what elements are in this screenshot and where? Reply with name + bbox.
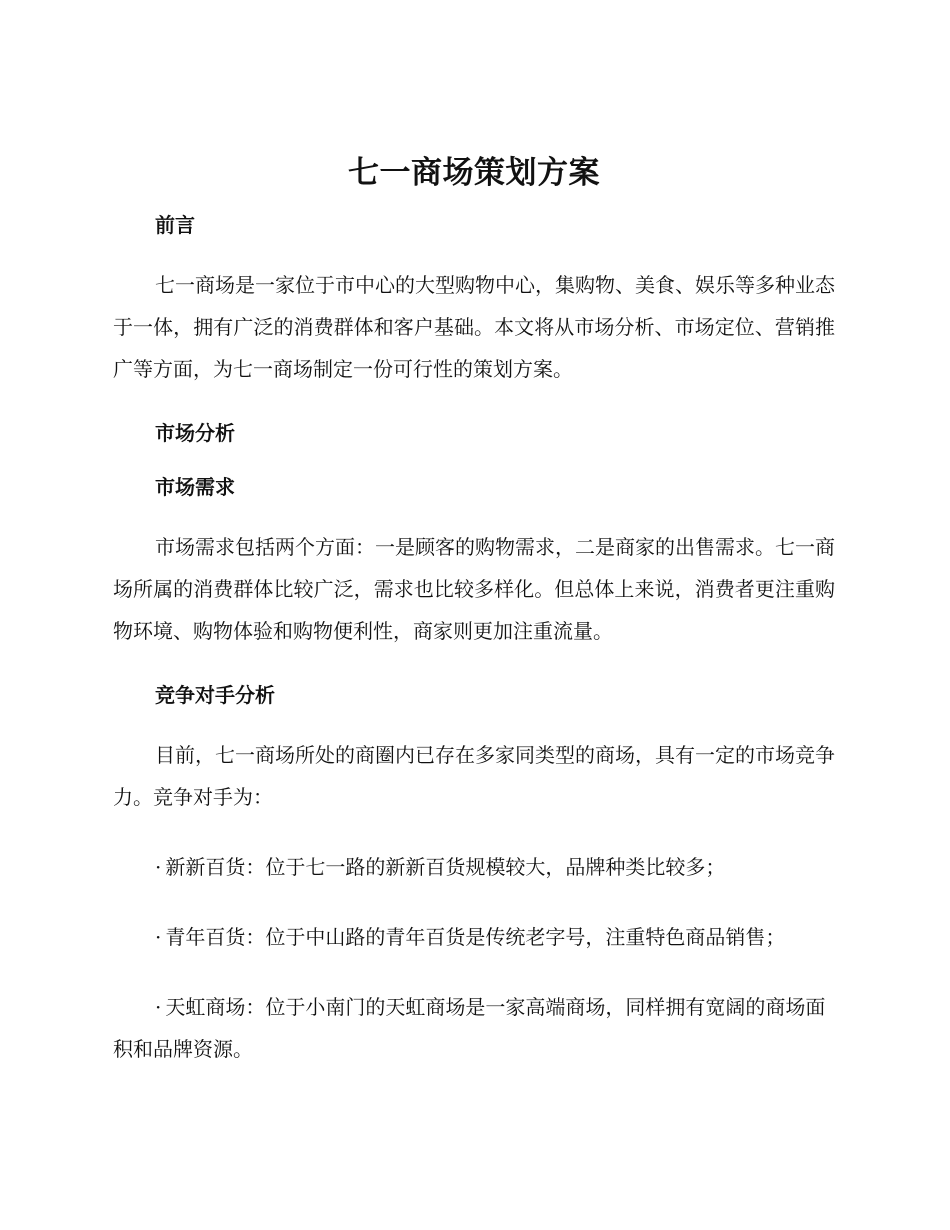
market-demand-paragraph: 市场需求包括两个方面：一是顾客的购物需求，二是商家的出售需求。七一商场所属的消费群体比较广泛，需求也比较多样化。但总体上来说，消费者更注重购物环境、购物体验和购物便利性，商家则更加注重流量。 xyxy=(113,535,835,643)
preface-paragraph: 七一商场是一家位于市中心的大型购物中心，集购物、美食、娱乐等多种业态于一体，拥有广泛的消费群体和客户基础。本文将从市场分析、市场定位、营销推广等方面，为七一商场制定一份可行性的策划方案。 xyxy=(113,273,835,381)
document-title: 七一商场策划方案 xyxy=(348,155,600,191)
competitor-bullet-text: 青年百货：位于中山路的青年百货是传统老字号，注重特色商品销售； xyxy=(165,925,786,949)
section-heading-preface: 前言 xyxy=(155,213,195,237)
section-heading-market-demand: 市场需求 xyxy=(155,475,235,499)
competitor-bullet-item xyxy=(113,916,835,958)
competitor-bullet-item xyxy=(113,846,835,888)
document-content xyxy=(113,150,835,1098)
competitor-bullet-text: 新新百货：位于七一路的新新百货规模较大，品牌种类比较多； xyxy=(165,855,726,879)
competitor-bullet-item xyxy=(113,986,835,1070)
competitor-intro-paragraph: 目前，七一商场所处的商圈内已存在多家同类型的商场，具有一定的市场竞争力。竞争对手为： xyxy=(113,743,835,809)
section-heading-market-analysis: 市场分析 xyxy=(155,421,235,445)
bullet-dot: · xyxy=(155,995,162,1019)
section-heading-competitor-analysis: 竞争对手分析 xyxy=(155,683,275,707)
bullet-dot: · xyxy=(155,855,162,879)
competitor-bullet-text: 天虹商场：位于小南门的天虹商场是一家高端商场，同样拥有宽阔的商场面积和品牌资源。 xyxy=(113,995,826,1061)
bullet-dot: · xyxy=(155,925,162,949)
